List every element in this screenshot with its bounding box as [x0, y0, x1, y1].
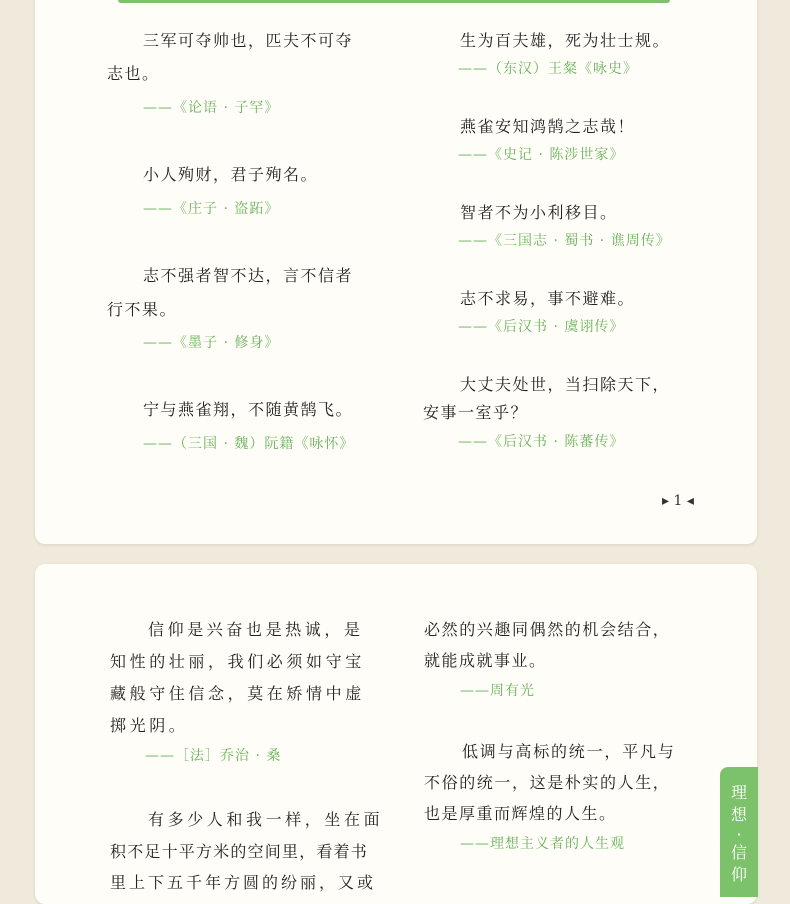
chapter-side-tab[interactable] — [720, 767, 758, 897]
quote-source: ——（三国 · 魏）阮籍《咏怀》 — [143, 436, 355, 452]
quote-line: 大丈夫处世，当扫除天下， — [460, 375, 671, 394]
quote-line: 小人殉财，君子殉名。 — [143, 165, 319, 184]
quote-source: ——周有光 — [460, 683, 535, 699]
quote-line: 藏般守住信念，莫在矫情中虚 — [110, 684, 365, 703]
quote-line: 不俗的统一，这是朴实的人生， — [424, 773, 671, 792]
quote-line: 里上下五千年方圆的纷丽，又或 — [110, 873, 377, 892]
quote-line: 安事一室乎？ — [423, 403, 529, 422]
quote-line: 志也。 — [107, 64, 160, 83]
quote-source: ——《后汉书 · 陈蕃传》 — [458, 434, 625, 450]
quote-source: ——（东汉）王粲《咏史》 — [458, 61, 638, 77]
quote-line: 智者不为小利移目。 — [460, 203, 618, 222]
quote-line: 有多少人和我一样，坐在面 — [148, 810, 384, 829]
page-number: ▸ 1 ◂ — [662, 493, 694, 509]
quote-line: 信仰是兴奋也是热诚，是 — [148, 620, 364, 639]
quote-line: 知性的壮丽，我们必须如守宝 — [110, 652, 365, 671]
quote-line: 志不求易，事不避难。 — [460, 289, 636, 308]
quote-source: ——《论语 · 子罕》 — [143, 100, 280, 116]
side-tab-char: 信 — [730, 843, 747, 862]
quote-line: 低调与高标的统一，平凡与 — [462, 742, 676, 761]
quote-line: 行不果。 — [107, 300, 178, 319]
top-accent-bar — [118, 0, 670, 3]
quote-line: 也是厚重而辉煌的人生。 — [424, 804, 617, 823]
quote-line: 必然的兴趣同偶然的机会结合， — [424, 620, 671, 639]
quote-line: 燕雀安知鸿鹄之志哉！ — [460, 117, 636, 136]
quote-line: 生为百夫雄，死为壮士规。 — [460, 31, 671, 50]
side-tab-char: 仰 — [730, 865, 747, 884]
side-tab-char: 想 — [730, 805, 747, 824]
quote-source: ——《庄子 · 盗跖》 — [143, 201, 280, 217]
quote-source: ——《墨子 · 修身》 — [143, 335, 280, 351]
quote-line: 三军可夺帅也，匹夫不可夺 — [143, 31, 354, 50]
quote-source: ——《后汉书 · 虞诩传》 — [458, 319, 625, 335]
quote-line: 志不强者智不达，言不信者 — [143, 266, 354, 285]
quote-source: ——［法］乔治 · 桑 — [145, 748, 282, 764]
quote-line: 掷光阴。 — [110, 716, 189, 735]
side-tab-char: 理 — [730, 783, 747, 802]
quote-line: 宁与燕雀翔，不随黄鹄飞。 — [143, 400, 354, 419]
quote-line: 积不足十平方米的空间里，看着书 — [110, 842, 369, 861]
quote-line: 就能成就事业。 — [424, 651, 547, 670]
quote-source: ——理想主义者的人生观 — [460, 836, 625, 852]
quote-source: ——《三国志 · 蜀书 · 谯周传》 — [458, 233, 671, 249]
side-tab-char: · — [736, 825, 742, 844]
quote-source: ——《史记 · 陈涉世家》 — [458, 147, 625, 163]
